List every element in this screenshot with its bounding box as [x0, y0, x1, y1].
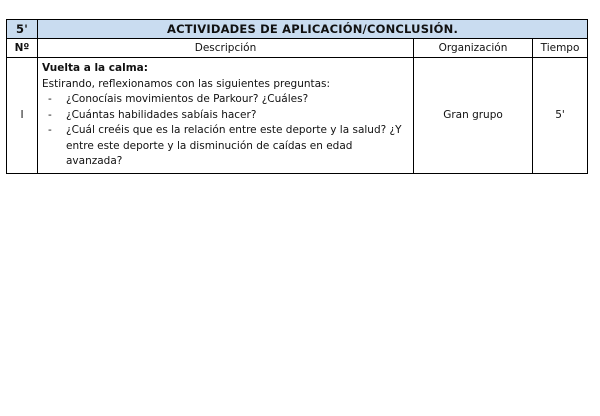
question-text: ¿Conocíais movimientos de Parkour? ¿Cuáles?: [66, 93, 309, 105]
header-time-total: 5': [7, 20, 38, 39]
question-list: [42, 92, 409, 170]
column-header-time: Tiempo: [533, 39, 588, 58]
bullet-dash: -: [48, 108, 52, 121]
section-title: ACTIVIDADES DE APLICACIÓN/CONCLUSIÓN.: [38, 20, 588, 39]
column-headers-row: [7, 39, 588, 58]
row-number: I: [7, 58, 38, 174]
activity-table: [6, 19, 588, 174]
column-header-description: Descripción: [38, 39, 414, 58]
column-header-number: Nº: [7, 39, 38, 58]
table-row: [7, 58, 588, 174]
row-description: [38, 58, 414, 174]
description-title: Vuelta a la calma:: [42, 62, 148, 74]
question-text: ¿Cuál creéis que es la relación entre este deporte y la salud? ¿Y entre este deporte y la disminución de caídas en edad avanzada?: [66, 124, 402, 167]
list-item: [42, 92, 409, 108]
row-organization: Gran grupo: [414, 58, 533, 174]
bullet-dash: -: [48, 93, 52, 105]
list-item: [42, 123, 409, 170]
question-text: ¿Cuántas habilidades sabíais hacer?: [66, 108, 257, 121]
table-header-row: [7, 20, 588, 39]
bullet-dash: -: [48, 124, 52, 136]
description-intro: Estirando, reflexionamos con las siguientes preguntas:: [42, 77, 331, 90]
row-time: 5': [533, 58, 588, 174]
list-item: [42, 108, 409, 124]
column-header-organization: Organización: [414, 39, 533, 58]
